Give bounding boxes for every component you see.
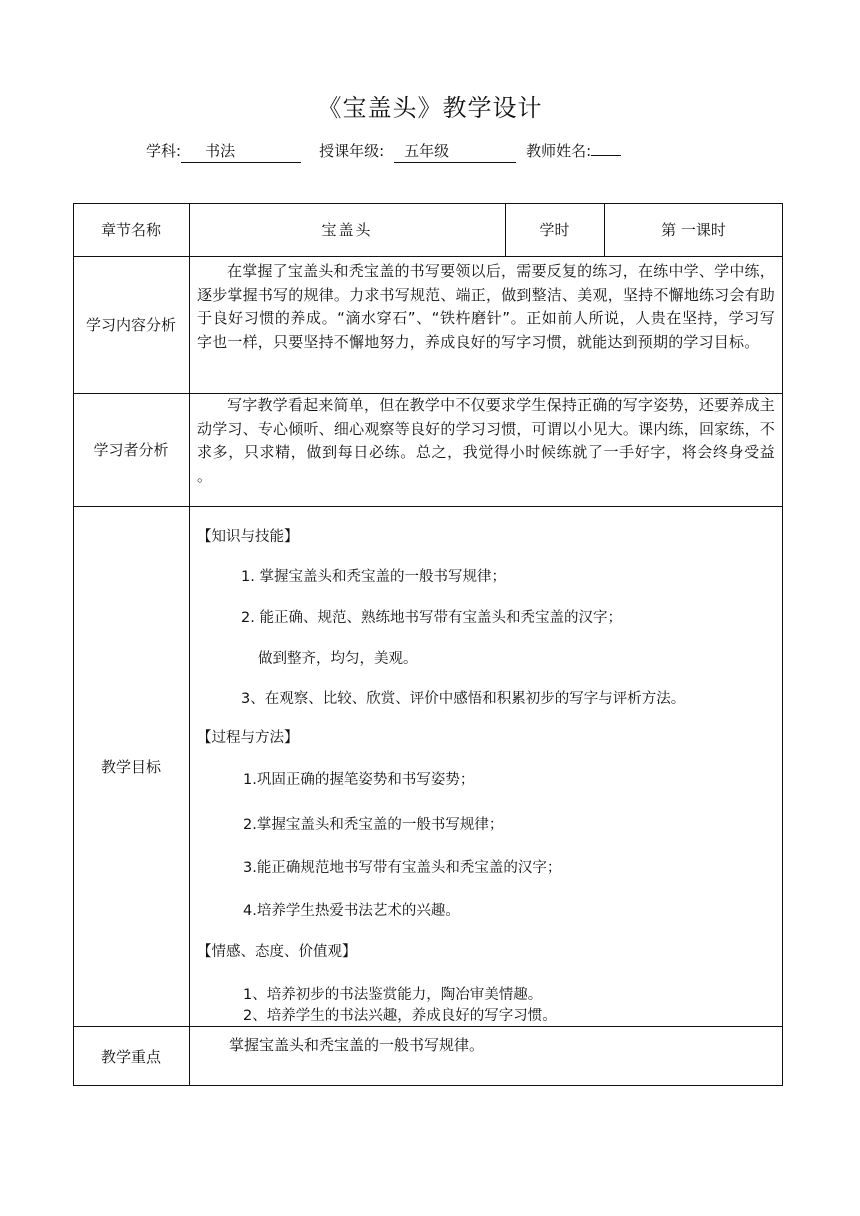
emotion-item: 2、培养学生的书法兴趣，养成良好的写字习惯。 — [243, 1008, 557, 1024]
knowledge-item: 3、在观察、比较、欣赏、评价中感悟和积累初步的写字与评析方法。 — [241, 691, 686, 707]
process-item: 1.巩固正确的握笔姿势和书写姿势； — [243, 772, 475, 788]
grade-value: 五年级 — [394, 140, 516, 163]
emotion-item: 1、培养初步的书法鉴赏能力，陶冶审美情趣。 — [243, 987, 543, 1003]
chapter-value: 宝盖头 — [321, 221, 373, 239]
chapter-label: 章节名称 — [100, 221, 161, 239]
hours-label: 学时 — [539, 221, 570, 239]
knowledge-item: 2. 能正确、规范、熟练地书写带有宝盖头和秃宝盖的汉字； — [241, 610, 622, 626]
process-item: 2.掌握宝盖头和秃宝盖的一般书写规律； — [243, 817, 504, 833]
process-heading: 【过程与方法】 — [197, 730, 299, 746]
teacher-label: 教师姓名: — [526, 142, 592, 160]
emotion-heading: 【情感、态度、价值观】 — [197, 944, 357, 960]
grade-label: 授课年级: — [319, 142, 385, 160]
subject-value: 书法 — [181, 140, 301, 163]
knowledge-heading: 【知识与技能】 — [197, 529, 299, 545]
subject-label: 学科: — [146, 142, 182, 160]
content-analysis-text: 在掌握了宝盖头和秃宝盖的书写要领以后，需要反复的练习，在练中学、学中练，逐步掌握书写的规律。力求书写规范、端正，做到整洁、美观，坚持不懈地练习会有助于良好习惯的养成。“滴水穿石”、“铁杵磨针”。正如前人所说，人贵在坚持，学习写字也一样，只要坚持不懈地努力，养成良好的写字习惯，就能达到预期的学习目标。 — [197, 262, 775, 351]
knowledge-item-continuation: 做到整齐，均匀，美观。 — [258, 651, 418, 667]
document-title: 《宝盖头》教学设计 — [317, 94, 543, 122]
focus-label: 教学重点 — [100, 1047, 161, 1066]
meta-line — [146, 140, 621, 163]
process-item: 4.培养学生热爱书法艺术的兴趣。 — [243, 903, 460, 919]
content-analysis-label: 学习内容分析 — [85, 316, 176, 334]
learner-analysis-label: 学习者分析 — [93, 441, 169, 459]
table-divider — [189, 203, 190, 1086]
learner-analysis-text: 写字教学看起来简单，但在教学中不仅要求学生保持正确的写字姿势，还要养成主动学习、专心倾听、细心观察等良好的学习习惯，可谓以小见大。课内练，回家练，不求多，只求精，做到每日必练。总之，我觉得小时候练就了一手好字，将会终身受益 。 — [197, 396, 775, 485]
focus-text: 掌握宝盖头和秃宝盖的一般书写规律。 — [229, 1036, 485, 1054]
process-item: 3.能正确规范地书写带有宝盖头和秃宝盖的汉字； — [243, 860, 562, 876]
teacher-value — [591, 154, 621, 156]
hours-value: 第 一课时 — [661, 221, 726, 239]
goals-label: 教学目标 — [100, 757, 161, 776]
knowledge-item: 1. 掌握宝盖头和秃宝盖的一般书写规律； — [241, 569, 506, 585]
